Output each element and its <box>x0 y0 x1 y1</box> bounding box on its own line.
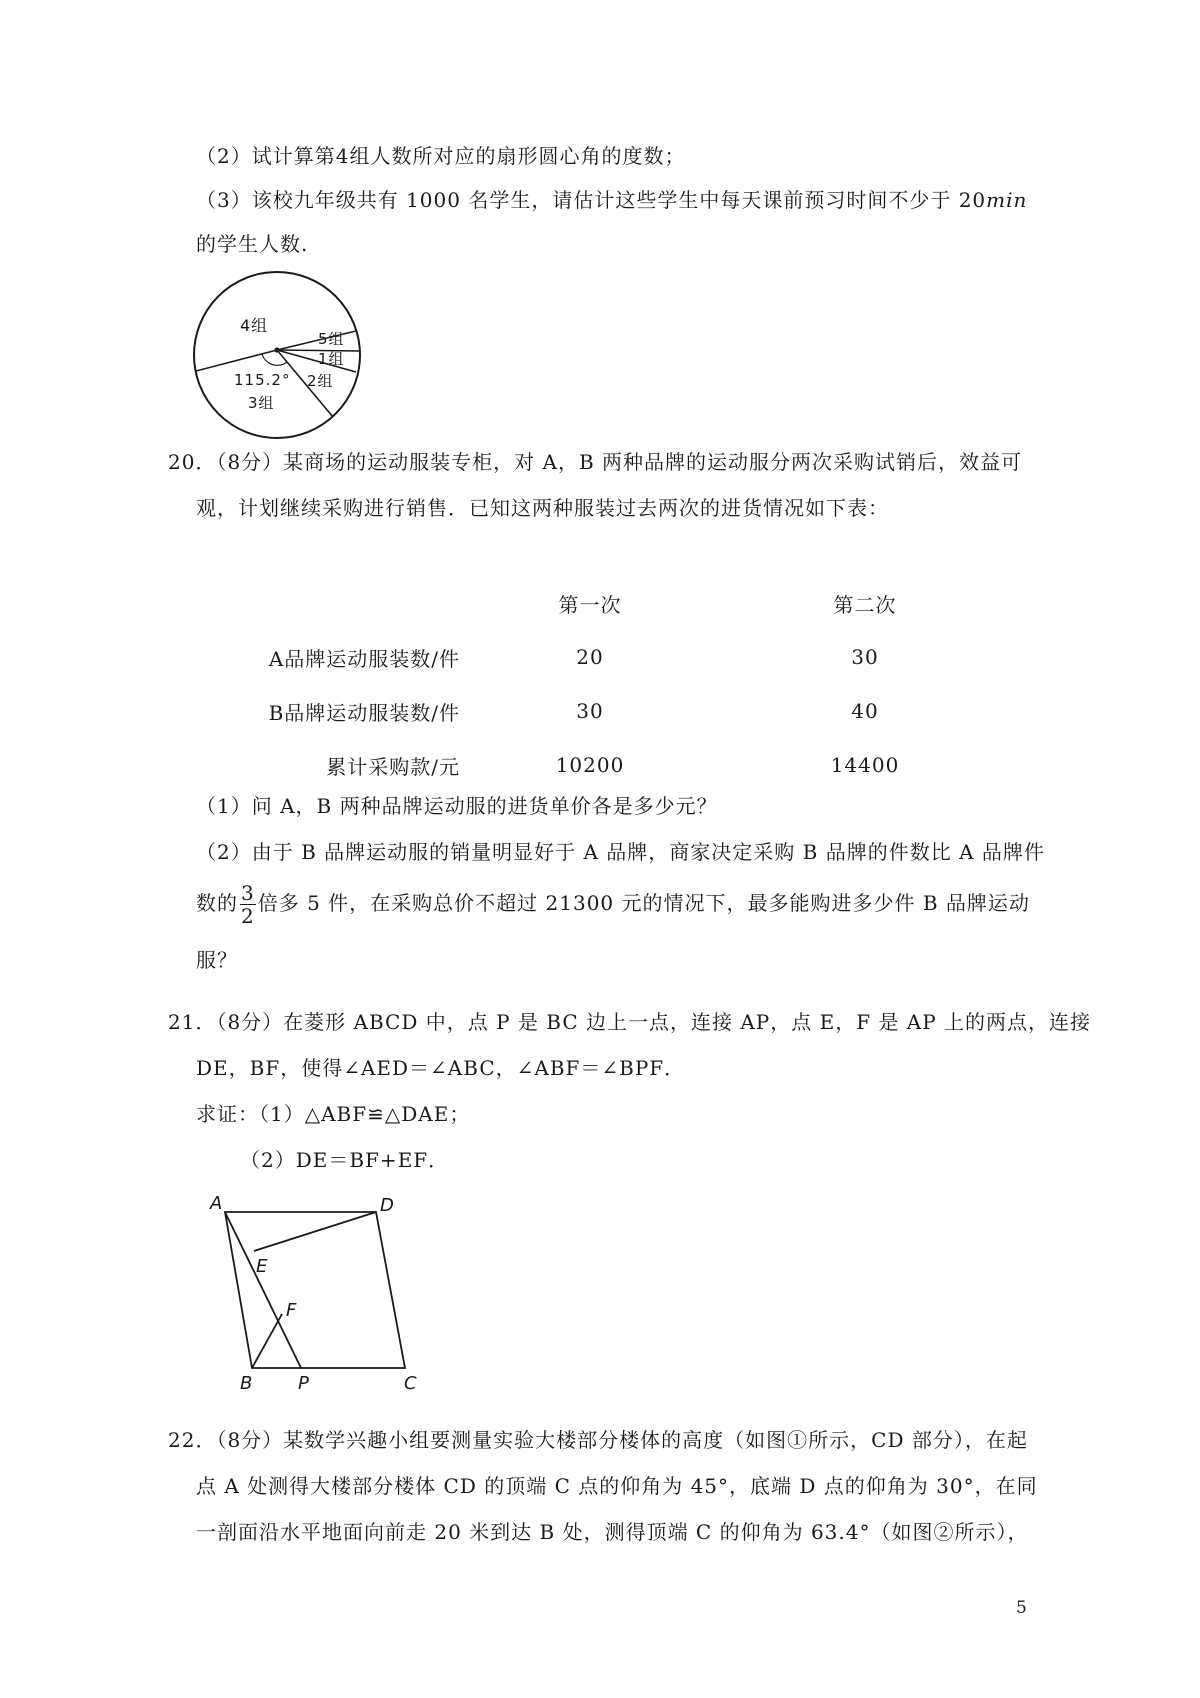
segment-bf <box>252 1314 282 1368</box>
purchase-table <box>215 576 1010 792</box>
table-cell: 20 <box>576 645 604 669</box>
pie-label-2: 2组 <box>307 372 334 390</box>
table-header-row <box>215 576 1010 630</box>
q20-part2-pre: 数的 <box>196 891 238 915</box>
q21-proof2: （2）DE＝BF+EF． <box>240 1148 450 1172</box>
q21-proof1: 求证：（1）△ABF≌△DAE； <box>196 1102 471 1126</box>
pie-radius-3-4 <box>196 350 277 371</box>
q20-part2-line2 <box>196 882 1030 927</box>
fraction <box>240 882 256 927</box>
pie-angle-label: 115.2° <box>234 371 291 389</box>
label-e: E <box>256 1256 269 1277</box>
q20-part2-post: 倍多 5 件，在采购总价不超过 21300 元的情况下，最多能购进多少件 B 品牌运动 <box>257 891 1030 915</box>
q22-line3: 一剖面沿水平地面向前走 20 米到达 B 处，测得顶端 C 的仰角为 63.4°（如图②所示）， <box>196 1520 1029 1544</box>
q19-part3-line2: 的学生人数. <box>196 232 309 256</box>
table-row <box>215 738 1010 792</box>
pie-label-1: 1组 <box>318 350 345 368</box>
q20-part2-line1: （2）由于 B 品牌运动服的销量明显好于 A 品牌，商家决定采购 B 品牌的件数比 A 品牌件 <box>196 840 1045 864</box>
pie-center <box>274 347 279 352</box>
table-row <box>215 630 1010 684</box>
table-cell: 40 <box>851 699 879 723</box>
q22-line2: 点 A 处测得大楼部分楼体 CD 的顶端 C 点的仰角为 45°，底端 D 点的仰角为 30°，在同 <box>196 1474 1038 1498</box>
q20-line2: 观，计划继续采购进行销售．已知这两种服装过去两次的进货情况如下表： <box>196 496 889 520</box>
segment-de <box>254 1212 376 1251</box>
label-p: P <box>298 1373 310 1394</box>
q20-part2-line3: 服？ <box>196 948 238 972</box>
pie-label-4: 4组 <box>240 316 269 335</box>
table-header-cell: 第二次 <box>833 592 897 617</box>
q21-line2: DE，BF，使得∠AED＝∠ABC，∠ABF＝∠BPF． <box>196 1056 686 1080</box>
row-label: A品牌运动服装数/件 <box>268 646 460 671</box>
row-label: 累计采购款/元 <box>326 754 460 779</box>
q19-part3-text: （3）该校九年级共有 1000 名学生，请估计这些学生中每天课前预习时间不少于 20 <box>196 188 987 212</box>
q19-part3-unit: min <box>986 188 1028 212</box>
pie-label-5: 5组 <box>318 330 345 348</box>
table-cell: 30 <box>576 699 604 723</box>
rhombus-figure <box>200 1188 430 1398</box>
angle-arc <box>262 354 287 365</box>
label-b: B <box>240 1373 254 1394</box>
q20-part1: （1）问 A，B 两种品牌运动服的进货单价各是多少元？ <box>196 794 718 818</box>
label-d: D <box>380 1195 395 1216</box>
rhombus-abcd <box>225 1212 405 1368</box>
pie-chart-figure <box>190 268 370 448</box>
fraction-denominator: 2 <box>241 904 255 928</box>
fraction-numerator: 3 <box>241 881 255 905</box>
table-header-cell <box>215 576 460 630</box>
q20-line1: 20．（8分）某商场的运动服装专柜，对 A，B 两种品牌的运动服分两次采购试销后，效益可 <box>168 450 1023 474</box>
q22-line1: 22．（8分）某数学兴趣小组要测量实验大楼部分楼体的高度（如图①所示，CD 部分），在起 <box>168 1428 1028 1452</box>
row-label: B品牌运动服装数/件 <box>268 700 460 725</box>
table-cell: 30 <box>851 645 879 669</box>
label-a: A <box>210 1193 224 1214</box>
label-c: C <box>404 1373 418 1394</box>
table-row <box>215 684 1010 738</box>
table-cell: 10200 <box>555 753 625 777</box>
q21-line1: 21．（8分）在菱形 ABCD 中，点 P 是 BC 边上一点，连接 AP，点 E，F 是 AP 上的两点，连接 <box>168 1010 1092 1034</box>
segment-ap <box>225 1212 301 1368</box>
table-header-cell: 第一次 <box>558 592 622 617</box>
table-cell: 14400 <box>830 753 900 777</box>
page-number: 5 <box>1016 1598 1028 1618</box>
q19-part3-line1 <box>196 186 1027 214</box>
q19-part2: （2）试计算第4组人数所对应的扇形圆心角的度数； <box>196 144 686 168</box>
pie-label-3: 3组 <box>248 394 275 412</box>
label-f: F <box>286 1300 298 1321</box>
